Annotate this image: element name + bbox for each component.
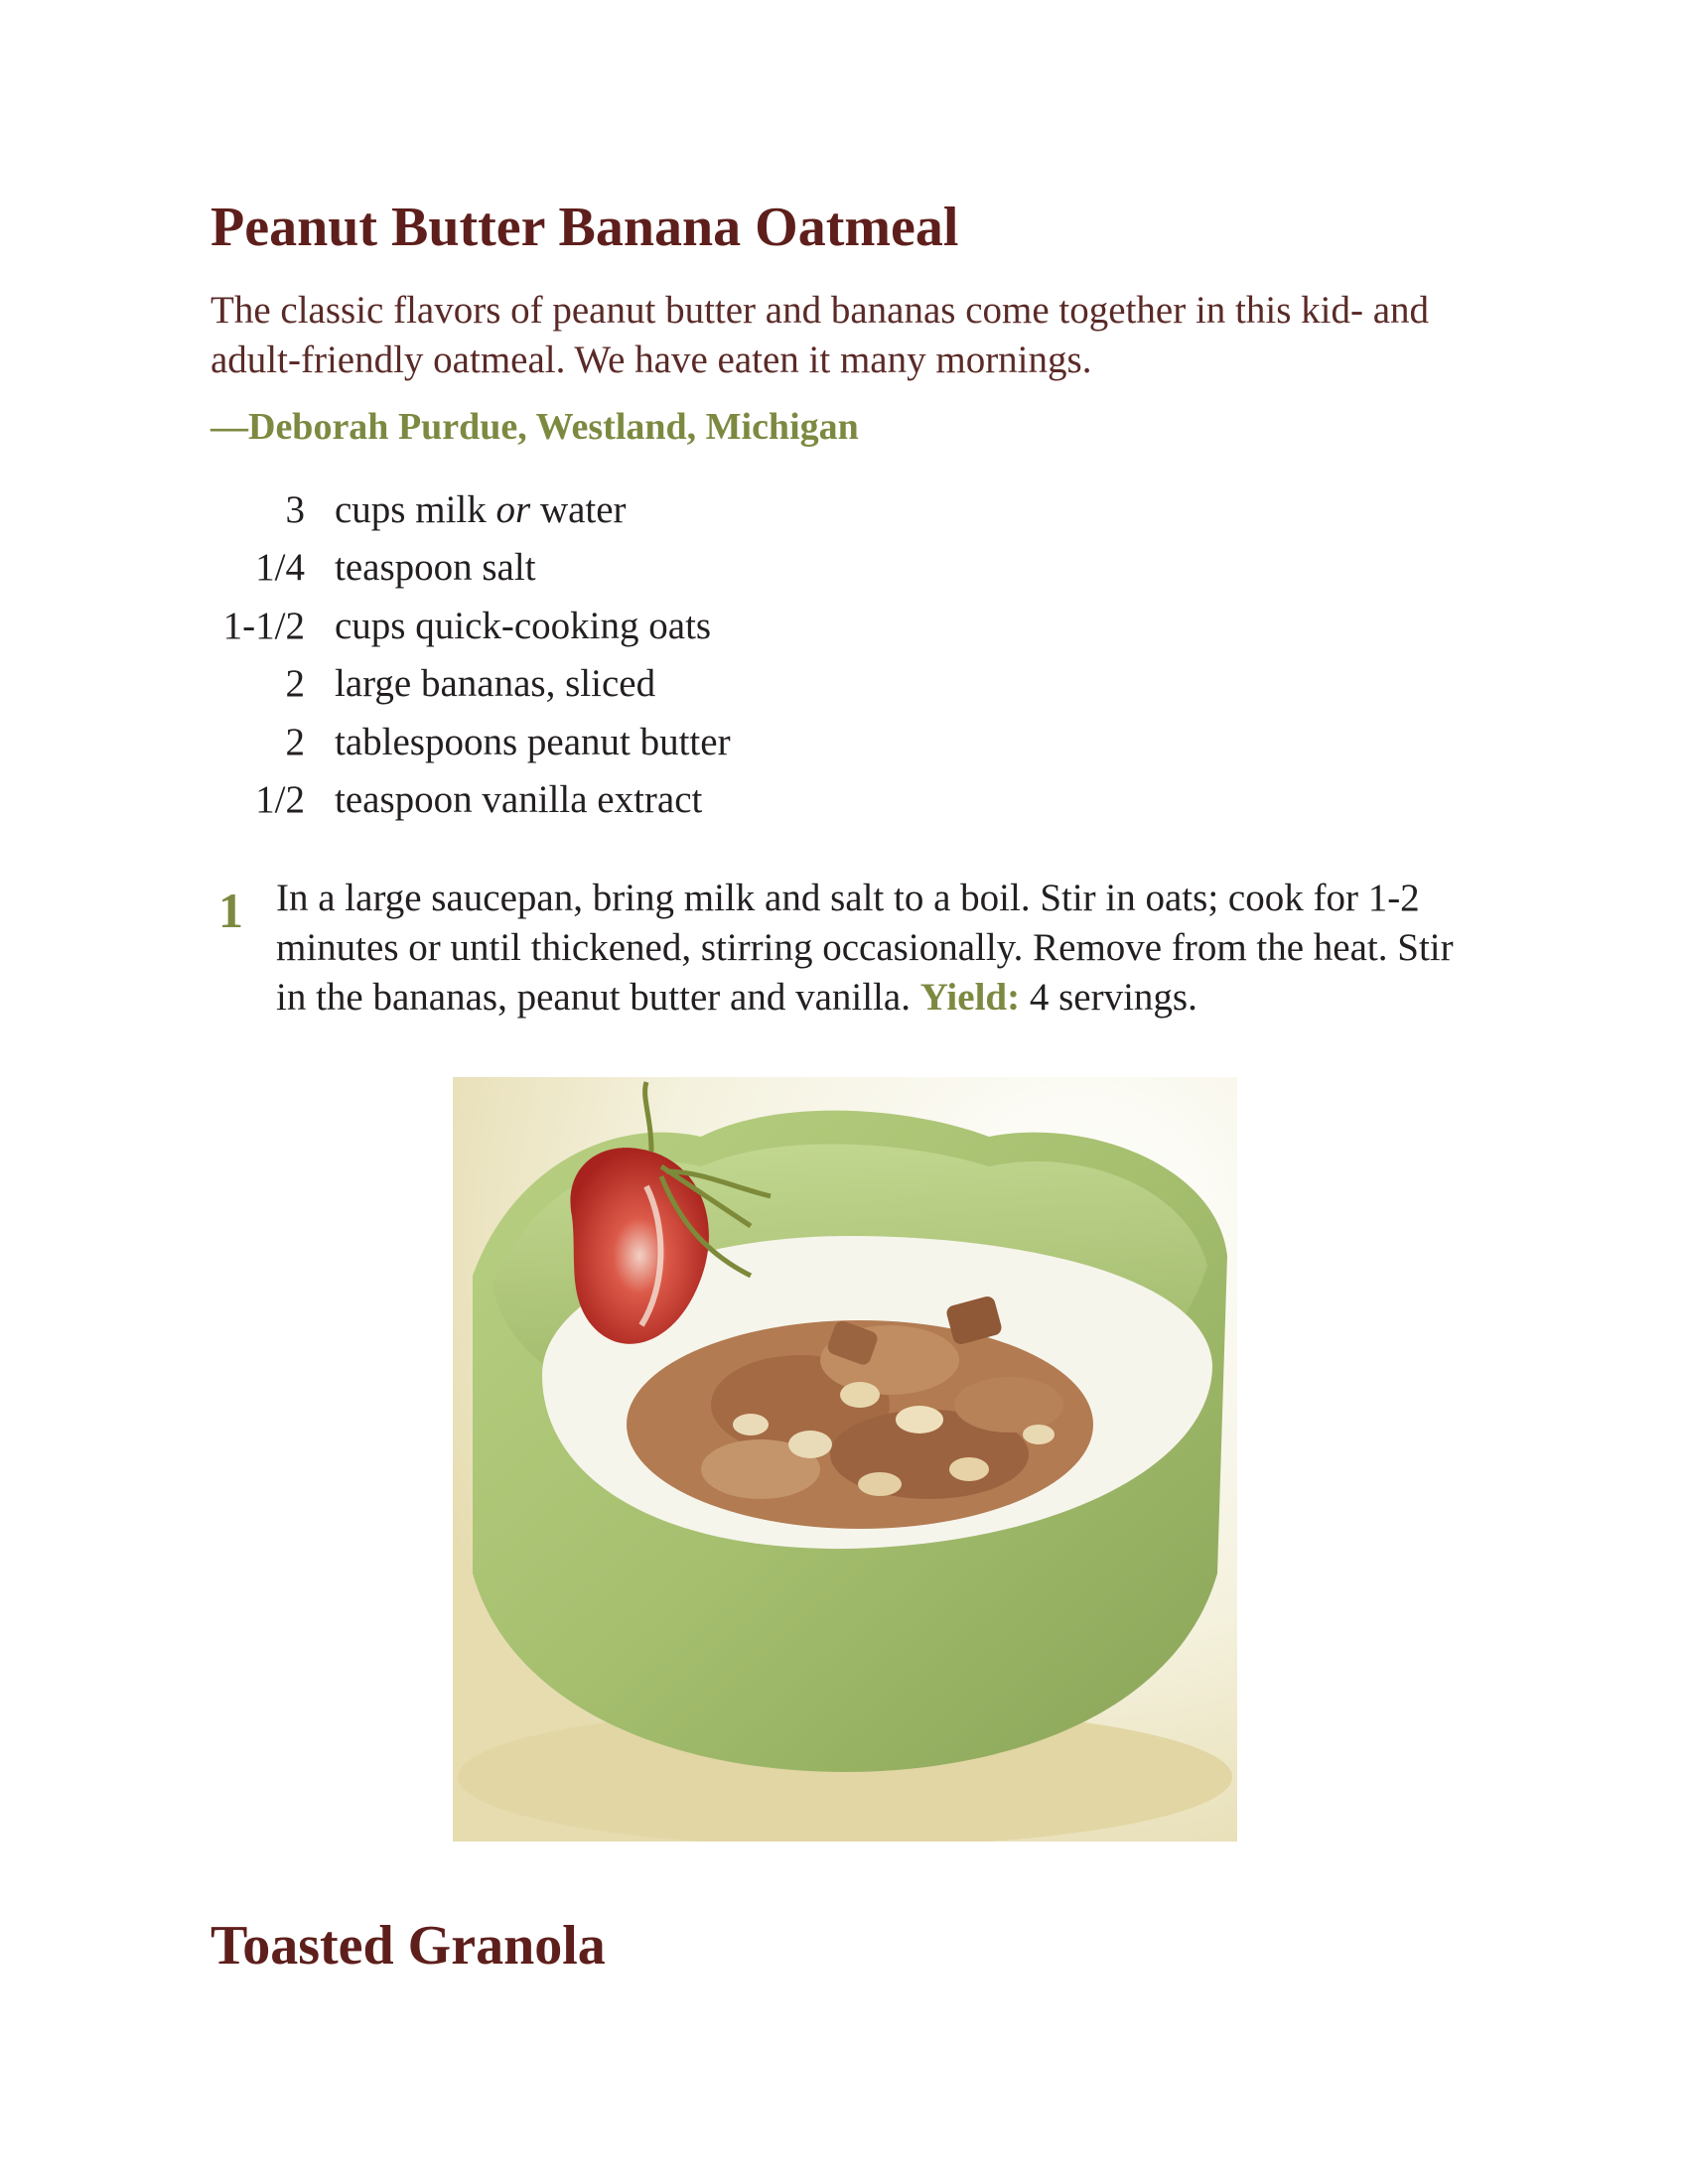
ingredient-list (211, 480, 731, 829)
ingredient-quantity: 2 (285, 662, 305, 706)
direction-step (211, 874, 1462, 1023)
ingredient-quantity: 3 (285, 487, 305, 531)
ingredient-name: teaspoon salt (335, 546, 536, 590)
ingredient-item (211, 713, 731, 771)
yield-label: Yield: (919, 976, 1021, 1019)
ingredient-quantity: 1-1/2 (222, 604, 305, 647)
recipe-intro: The classic flavors of peanut butter and bananas come together in this kid- and adult-friendly oatmeal. We have eaten it many mornings. (211, 289, 1430, 381)
ingredient-name: large bananas, sliced (335, 662, 656, 706)
recipe-photo (453, 1077, 1237, 1842)
ingredient-quantity: 1/4 (255, 546, 305, 590)
ingredient-name: tablespoons peanut butter (335, 720, 731, 763)
ingredient-emphasis: or (495, 487, 531, 531)
ingredient-quantity: 1/2 (255, 778, 305, 822)
ingredient-item (211, 539, 731, 598)
ingredient-item (211, 480, 731, 539)
next-recipe-title: Toasted Granola (211, 1915, 606, 1977)
ingredient-name: cups milk or water (335, 487, 627, 531)
granola-bowl-illustration (453, 1077, 1237, 1842)
recipe-attribution: —Deborah Purdue, Westland, Michigan (211, 406, 859, 448)
ingredient-name: teaspoon vanilla extract (335, 778, 703, 822)
ingredient-name: cups quick-cooking oats (335, 604, 712, 647)
ingredient-item (211, 597, 731, 655)
ingredient-item (211, 771, 731, 830)
yield-value: 4 servings. (1020, 976, 1197, 1019)
ingredient-quantity: 2 (285, 720, 305, 763)
step-text: In a large saucepan, bring milk and salt to a boil. Stir in oats; cook for 1-2 minutes or until thickened, stirring occasionally. Remove from the heat. Stir in the bananas, peanut butter and vanilla. Yield: 4 servings. (276, 877, 1454, 1019)
ingredient-item (211, 655, 731, 714)
step-number: 1 (218, 883, 243, 938)
recipe-title: Peanut Butter Banana Oatmeal (211, 197, 959, 258)
